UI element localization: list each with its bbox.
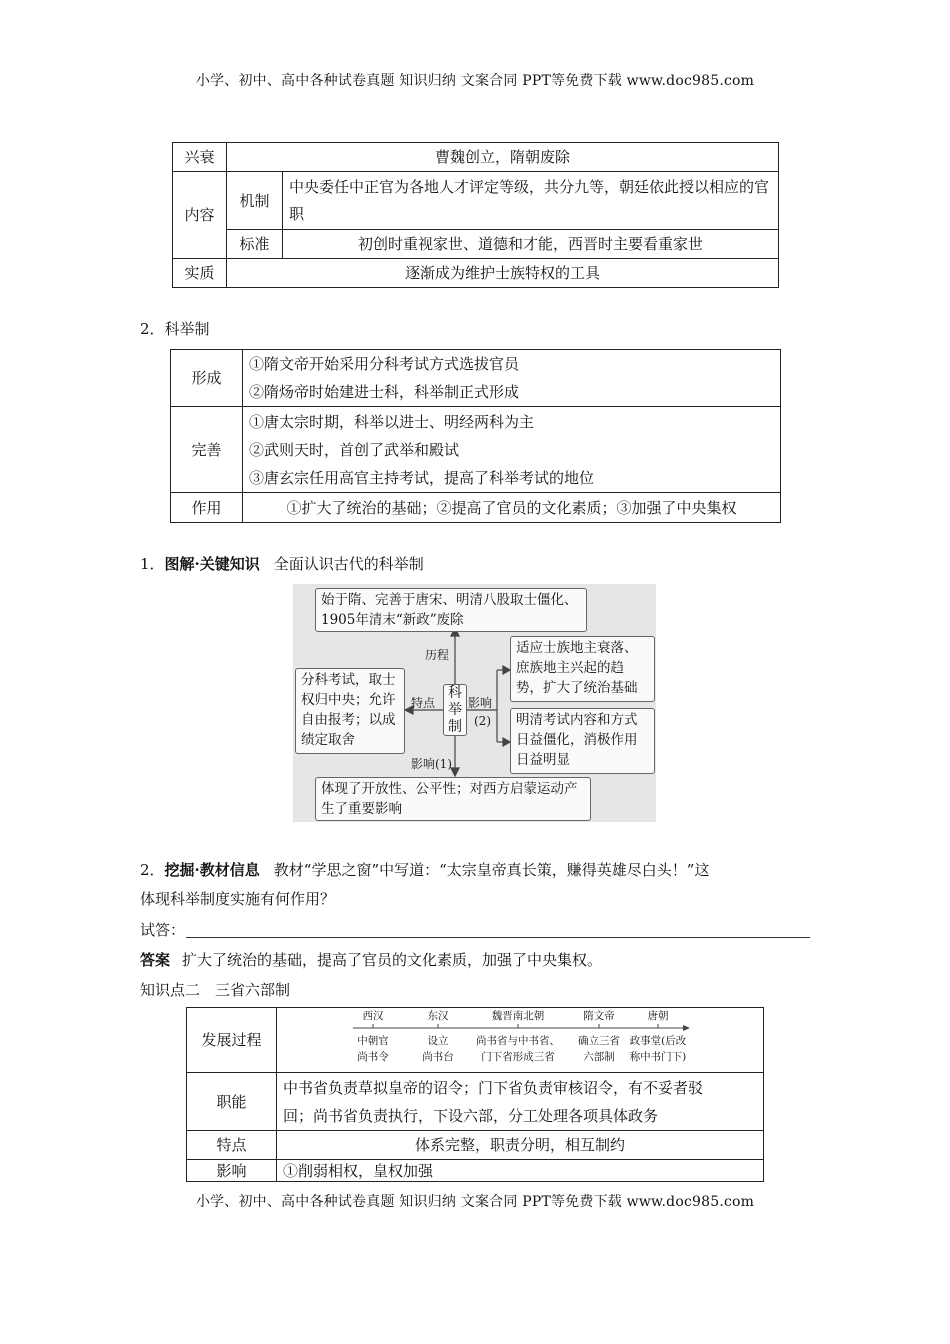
item2-line-2: 体现科举制度实施有何作用？ — [140, 890, 336, 908]
diagram-history-box: 始于隋、完善于唐宋、明清八股取士僵化、1905年清末“新政”废除 — [315, 588, 587, 632]
diagram-effect2-label: 影响 — [468, 696, 493, 710]
function-line-1: 中书省负责草拟皇帝的诏令；门下省负责审核诏令，有不妥者驳 — [283, 1078, 704, 1097]
answer-text: 扩大了统治的基础，提高了官员的文化素质，加强了中央集权。 — [182, 951, 603, 969]
timeline-era-4: 唐朝 — [647, 1010, 669, 1022]
timeline-desc2-3: 六部制 — [583, 1051, 615, 1063]
effect-value: ①扩大了统治的基础；②提高了官员的文化素质；③加强了中央集权 — [243, 493, 781, 523]
formation-item-1: ①隋文帝开始采用分科考试方式选拔官员 — [249, 355, 520, 373]
item2-line-1 — [140, 857, 820, 883]
diagram-history-label: 历程 — [425, 648, 450, 662]
rise-label: 兴衰 — [173, 143, 227, 172]
timeline-desc2-0: 尚书令 — [357, 1051, 389, 1063]
section-title-three-departments: 知识点二 三省六部制 — [140, 981, 291, 999]
three-departments-table — [186, 1007, 764, 1182]
item1-title: 图解·关键知识 — [164, 555, 260, 573]
item2-text-1: 教材“学思之窗”中写道：“太宗皇帝真长策，赚得英雄尽白头！”这 — [273, 861, 710, 879]
perfection-item-2: ②武则天时，首创了武举和殿试 — [249, 440, 460, 459]
item1-line — [140, 551, 424, 577]
trial-answer-line[interactable] — [186, 937, 810, 938]
page-footer: 小学、初中、高中各种试卷真题 知识归纳 文案合同 PPT等免费下载 www.doc985.com — [195, 1194, 755, 1210]
item1-num: 1． — [140, 555, 165, 573]
center-char-2: 举 — [448, 702, 462, 718]
dev-timeline — [277, 1008, 763, 1072]
perfection-item-3: ③唐玄宗任用高官主持考试，提高了科举考试的地位 — [249, 468, 595, 487]
timeline-desc1-4: 政事堂(后改 — [629, 1035, 687, 1047]
timeline-era-0: 西汉 — [362, 1010, 384, 1022]
answer-label: 答案 — [140, 951, 171, 969]
diagram-feature-box: 分科考试，取士权归中央；允许自由报考；以成绩定取舍 — [295, 668, 405, 754]
mechanism-value: 中央委任中正官为各地人才评定等级，共分九等，朝廷依此授以相应的官职 — [283, 172, 779, 230]
answer-line — [140, 947, 602, 973]
section-title-imperial-exam: 2．科举制 — [140, 320, 210, 338]
center-char-3: 制 — [448, 719, 462, 735]
influence-label: 影响 — [187, 1160, 277, 1182]
function-line-2: 回；尚书省负责执行，下设六部，分工处理各项具体政务 — [283, 1106, 659, 1125]
effect-label: 作用 — [171, 493, 243, 523]
item2-title: 挖掘·教材信息 — [164, 861, 260, 879]
center-char-1: 科 — [448, 685, 462, 701]
timeline-era-2: 魏晋南北朝 — [491, 1010, 545, 1022]
item1-text: 全面认识古代的科举制 — [273, 555, 424, 573]
dev-label: 发展过程 — [187, 1008, 277, 1073]
standard-value: 初创时重视家世、道德和才能，西晋时主要看重家世 — [283, 230, 779, 259]
mechanism-label: 机制 — [227, 172, 283, 230]
timeline-desc2-4: 称中书门下) — [629, 1051, 687, 1063]
timeline-desc2-1: 尚书台 — [422, 1051, 454, 1063]
formation-label: 形成 — [171, 350, 243, 407]
diagram-effect2-num: (2) — [474, 714, 491, 728]
feature-value: 体系完整，职责分明，相互制约 — [277, 1131, 764, 1160]
timeline-desc1-0: 中朝官 — [357, 1035, 389, 1047]
formation-item-2: ②隋炀帝时始建进士科，科举制正式形成 — [249, 383, 520, 401]
function-label: 职能 — [187, 1073, 277, 1131]
rise-value: 曹魏创立，隋朝废除 — [227, 143, 779, 172]
trial-label: 试答： — [140, 921, 186, 939]
nine-rank-table — [172, 142, 779, 288]
diagram-bottom-box: 体现了开放性、公平性；对西方启蒙运动产生了重要影响 — [315, 777, 591, 821]
diagram-center-box — [443, 684, 467, 736]
perfection-item-1: ①唐太宗时期，科举以进士、明经两科为主 — [249, 412, 535, 431]
timeline-era-3: 隋文帝 — [583, 1010, 615, 1022]
timeline-desc1-3: 确立三省 — [578, 1035, 620, 1047]
timeline-desc1-2: 尚书省与中书省、 — [476, 1035, 560, 1047]
diagram-right-top-box: 适应士族地主衰落、庶族地主兴起的趋势，扩大了统治基础 — [510, 636, 655, 702]
standard-label: 标准 — [227, 230, 283, 259]
page-header: 小学、初中、高中各种试卷真题 知识归纳 文案合同 PPT等免费下载 www.doc985.com — [195, 73, 755, 89]
item2-num: 2． — [140, 861, 165, 879]
timeline-era-1: 东汉 — [427, 1010, 449, 1022]
diagram-right-bottom-box: 明清考试内容和方式日益僵化，消极作用日益明显 — [510, 708, 655, 774]
perfection-label: 完善 — [171, 407, 243, 493]
timeline-desc1-1: 设立 — [427, 1035, 449, 1047]
essence-label: 实质 — [173, 259, 227, 288]
timeline-desc2-2: 门下省形成三省 — [481, 1051, 555, 1063]
imperial-exam-diagram — [293, 584, 656, 822]
diagram-feature-label: 特点 — [411, 696, 436, 710]
diagram-effect1-label: 影响(1) — [411, 757, 452, 771]
content-label: 内容 — [173, 172, 227, 259]
imperial-exam-table — [170, 349, 781, 523]
feature-label: 特点 — [187, 1131, 277, 1160]
essence-value: 逐渐成为维护士族特权的工具 — [227, 259, 779, 288]
influence-value: ①削弱相权，皇权加强 — [277, 1160, 764, 1182]
